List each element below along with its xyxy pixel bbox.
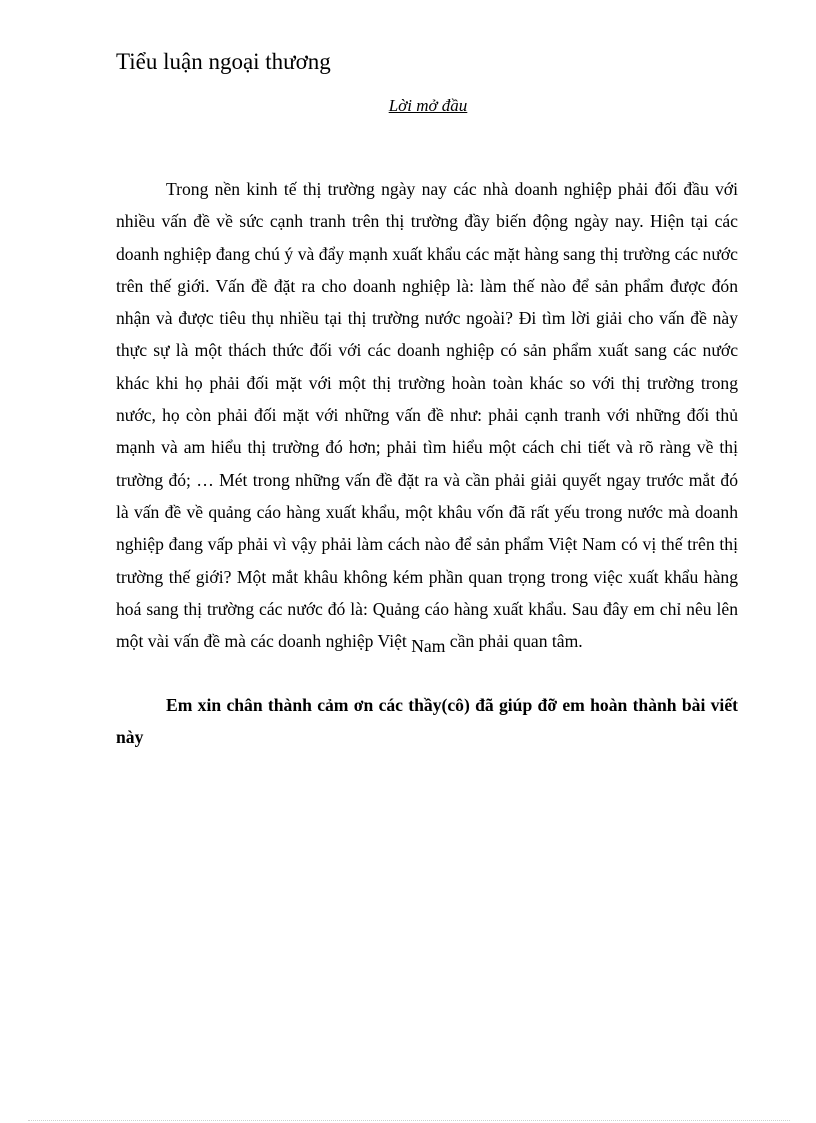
page-bottom-divider [28,1120,790,1121]
intro-paragraph [116,173,738,657]
thanks-paragraph: Em xin chân thành cảm ơn các thầy(cô) đã giúp đỡ em hoàn thành bài viết này [116,695,738,748]
section-heading: Lời mở đầu [388,96,468,115]
intro-paragraph-text: Trong nền kinh tế thị trường ngày nay các nhà doanh nghiệp phải đối đầu với nhiều vấn đề về sức cạnh tranh trên thị trường đầy biến động ngày nay. Hiện tại các doanh nghiệp đang chú ý và đẩy mạnh xuất khẩu các mặt hàng sang thị trường các nước trên thế giới. Vấn đề đặt ra cho doanh nghiệp là: làm thế nào để sản phẩm được đón nhận và được tiêu thụ nhiều tại thị trường nước ngoài? Đi tìm lời giải cho vấn đề này thực sự là một thách thức đối với các doanh nghiệp có sản phẩm xuất sang các nước khác khi họ phải đối mặt với một thị trường hoàn toàn khác so với thị trường trong nước, họ còn phải đối mặt với những vấn đề như: phải cạnh tranh với những đối thủ mạnh và am hiểu thị trường đó hơn; phải tìm hiểu một cách chi tiết và rõ ràng về thị trường đó; … Mét trong những vấn đề đặt ra và cần phải giải quyết ngay trước mắt đó là vấn đề về quảng cáo hàng xuất khẩu, một khâu vốn đã rất yếu trong nước mà doanh nghiệp đang vấp phải vì vậy phải làm cách nào để sản phẩm Việt Nam có vị thế trên thị trường thế giới? Một mắt khâu không kém phần quan trọng trong việc xuất khẩu hàng hoá sang thị trường các nước đó là: Quảng cáo hàng xuất khẩu. Sau đây em chỉ nêu lên một vài vấn đề mà các doanh nghiệp Việt [116,179,738,652]
intro-paragraph-subscript-word: Nam [411,636,446,657]
document-title: Tiểu luận ngoại thương [116,49,331,74]
intro-paragraph-ending: cần phải quan tâm. [449,631,583,652]
